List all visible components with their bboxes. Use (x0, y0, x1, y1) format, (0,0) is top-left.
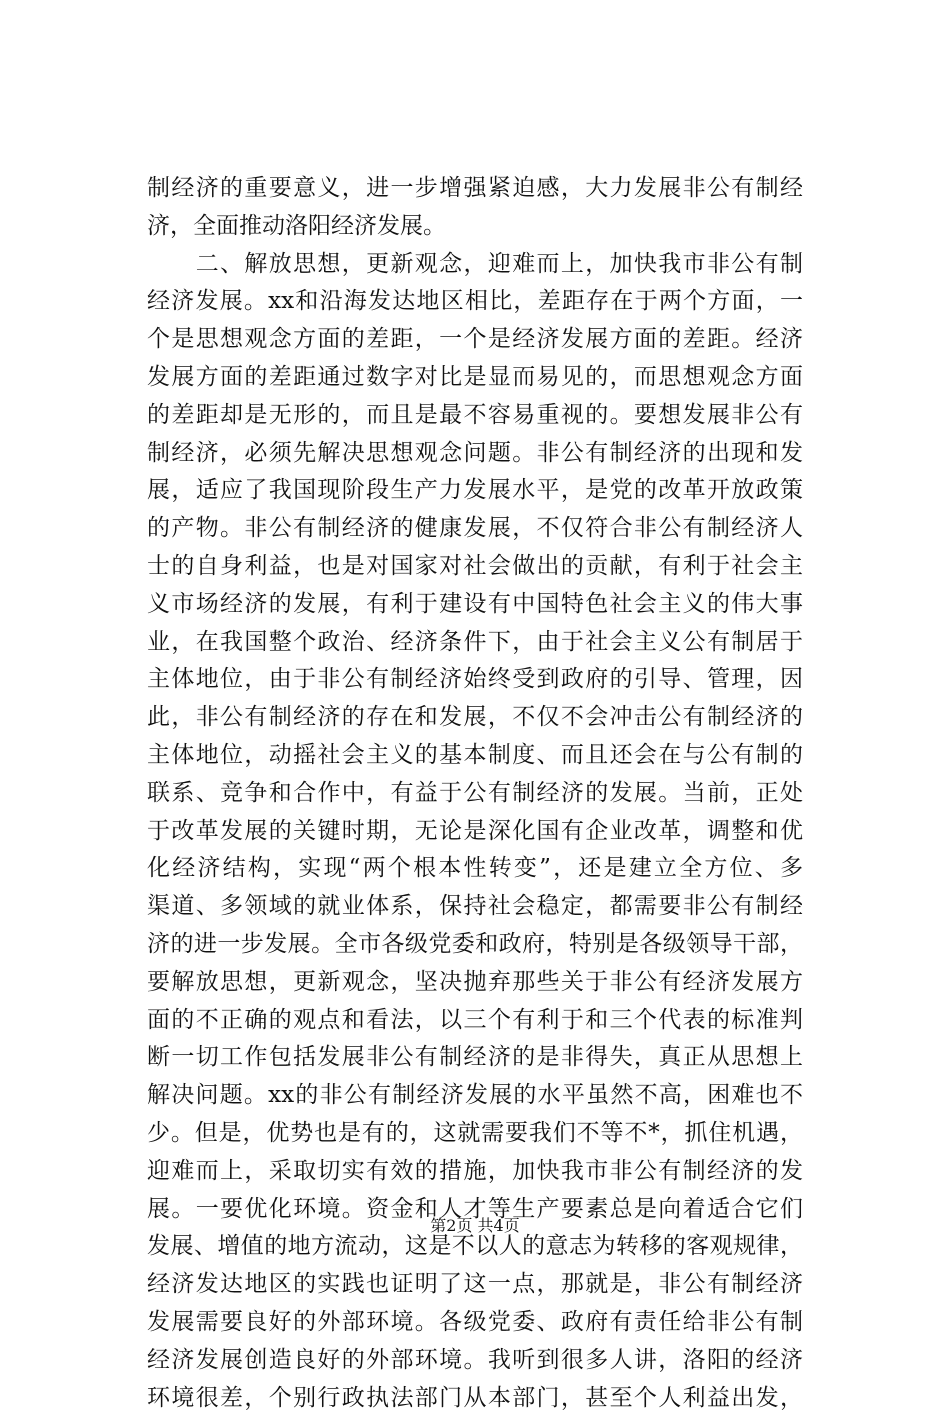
page-number-label: 第2页 共4页 (430, 1216, 519, 1235)
text-line: 于改革发展的关键时期，无论是深化国有企业改革，调整和优 (147, 813, 803, 851)
text-line: 迎难而上，采取切实有效的措施，加快我市非公有制经济的发 (147, 1153, 803, 1191)
text-line: 展，适应了我国现阶段生产力发展水平，是党的改革开放政策 (147, 472, 803, 510)
text-line: 面的不正确的观点和看法，以三个有利于和三个代表的标准判 (147, 1002, 803, 1040)
text-line: 的差距却是无形的，而且是最不容易重视的。要想发展非公有 (147, 397, 803, 435)
text-line: 经济发达地区的实践也证明了这一点，那就是，非公有制经济 (147, 1266, 803, 1304)
text-line: 发展、增值的地方流动，这是不以人的意志为转移的客观规律， (147, 1228, 803, 1266)
text-line: 发展需要良好的外部环境。各级党委、政府有责任给非公有制 (147, 1304, 803, 1342)
text-line: 渠道、多领域的就业体系，保持社会稳定，都需要非公有制经 (147, 888, 803, 926)
text-line: 此，非公有制经济的存在和发展，不仅不会冲击公有制经济的 (147, 699, 803, 737)
text-line: 环境很差，个别行政执法部门从本部门，甚至个人利益出发， (147, 1380, 803, 1417)
text-line: 济，全面推动洛阳经济发展。 (147, 208, 803, 246)
text-line: 展。一要优化环境。资金和人才等生产要素总是向着适合它们 (147, 1191, 803, 1229)
text-line: 业，在我国整个政治、经济条件下，由于社会主义公有制居于 (147, 624, 803, 662)
text-line: 个是思想观念方面的差距，一个是经济发展方面的差距。经济 (147, 321, 803, 359)
text-line: 制经济的重要意义，进一步增强紧迫感，大力发展非公有制经 (147, 170, 803, 208)
text-line: 联系、竞争和合作中，有益于公有制经济的发展。当前，正处 (147, 775, 803, 813)
text-line: 解决问题。xx的非公有制经济发展的水平虽然不高，困难也不 (147, 1077, 803, 1115)
text-line: 济的进一步发展。全市各级党委和政府，特别是各级领导干部， (147, 926, 803, 964)
text-line: 主体地位，动摇社会主义的基本制度、而且还会在与公有制的 (147, 737, 803, 775)
text-line: 发展方面的差距通过数字对比是显而易见的，而思想观念方面 (147, 359, 803, 397)
text-line: 化经济结构，实现“两个根本性转变”，还是建立全方位、多 (147, 850, 803, 888)
text-line: 经济发展。xx和沿海发达地区相比，差距存在于两个方面，一 (147, 283, 803, 321)
text-line: 主体地位，由于非公有制经济始终受到政府的引导、管理，因 (147, 661, 803, 699)
page-footer (0, 1213, 950, 1236)
text-line: 要解放思想，更新观念，坚决抛弃那些关于非公有经济发展方 (147, 964, 803, 1002)
text-line: 二、解放思想，更新观念，迎难而上，加快我市非公有制 (147, 246, 803, 284)
text-line: 经济发展创造良好的外部环境。我听到很多人讲，洛阳的经济 (147, 1342, 803, 1380)
text-line: 少。但是，优势也是有的，这就需要我们不等不*，抓住机遇， (147, 1115, 803, 1153)
text-line: 断一切工作包括发展非公有制经济的是非得失，真正从思想上 (147, 1039, 803, 1077)
text-line: 士的自身利益，也是对国家对社会做出的贡献，有利于社会主 (147, 548, 803, 586)
text-line: 义市场经济的发展，有利于建设有中国特色社会主义的伟大事 (147, 586, 803, 624)
text-line: 制经济，必须先解决思想观念问题。非公有制经济的出现和发 (147, 435, 803, 473)
text-line: 的产物。非公有制经济的健康发展，不仅符合非公有制经济人 (147, 510, 803, 548)
